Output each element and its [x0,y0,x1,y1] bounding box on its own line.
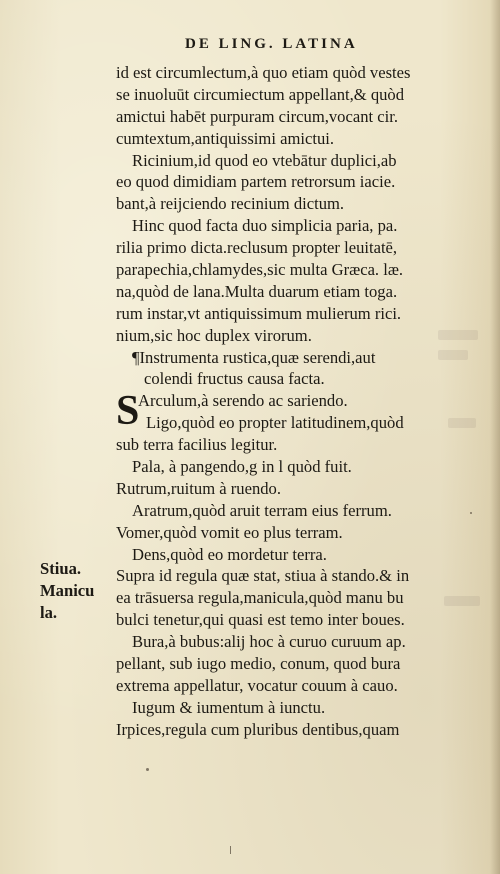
text-line: Dens,quòd eo mordetur terra. [132,544,327,564]
text-line: Ricinium,id quod eo vtebātur duplici,ab [132,150,397,170]
text-line: rilia primo dicta.reclusum propter leuitatē, [116,238,398,258]
text-line: rum instar,vt antiquissimum mulierum rici. [116,303,402,323]
text-line: Vomer,quòd vomit eo plus terram. [116,522,343,542]
margin-note: Stiua. [40,559,82,578]
text-line: se inuoluūt circumiectum appellant,& quòd [116,84,405,104]
ink-speck [146,768,149,771]
margin-note: Manicu [40,581,95,600]
text-line: id est circumlectum,à quo etiam quòd vestes [116,63,411,82]
text-line: extrema appellatur, vocatur couum à cauo. [116,675,398,695]
body-text [116,62,471,741]
ink-speck [470,512,472,514]
text-line: bant,à reijciendo recinium dictum. [116,194,345,214]
margin-note: la. [40,603,58,622]
text-line: Hinc quod facta duo simplicia paria, pa. [132,216,398,236]
text-line: Ligo,quòd eo propter latitudinem,quòd [146,413,404,433]
running-head: DE LING. LATINA [185,36,358,52]
text-line: Bura,à bubus:alij hoc à curuo curuum ap. [132,632,406,652]
text-line: Supra id regula quæ stat, stiua à stando.& in [116,566,410,586]
text-line: amictui habēt purpuram circum,vocant cir. [116,106,398,126]
text-line: Pala, à pangendo,g in l quòd fuit. [132,457,352,477]
text-line-wrapper [116,412,471,434]
text-line: sub terra facilius legitur. [116,435,278,455]
text-line: Arculum,à serendo ac sariendo. [138,391,348,411]
text-line: ea trāsuersa regula,manicula,quòd manu bu [116,588,404,608]
text-line: bulci tenetur,qui quasi est temo inter boues. [116,610,405,630]
dropcap-letter: S [116,388,140,435]
text-line: Irpices,regula cum pluribus dentibus,quam [116,719,400,739]
text-line: Aratrum,quòd aruit terram eius ferrum. [132,500,392,520]
section-heading-continued: colendi fructus causa facta. [144,369,325,389]
text-line: eo quod dimidiam partem retrorsum iacie. [116,172,396,192]
text-line: parapechia,chlamydes,sic multa Græca. læ. [116,260,404,280]
page-edge-shadow [490,0,500,874]
ink-speck [230,846,231,854]
text-line: Iugum & iumentum à iunctu. [132,697,326,717]
text-line: Rutrum,ruitum à ruendo. [116,478,281,498]
text-line: cumtextum,antiquissimi amictui. [116,128,334,148]
section-heading: ¶Instrumenta rustica,quæ serendi,aut [132,347,376,367]
text-line: na,quòd de lana.Multa duarum etiam toga. [116,281,398,301]
text-line: pellant, sub iugo medio, conum, quod bura [116,654,401,674]
text-line: nium,sic hoc duplex virorum. [116,325,312,345]
